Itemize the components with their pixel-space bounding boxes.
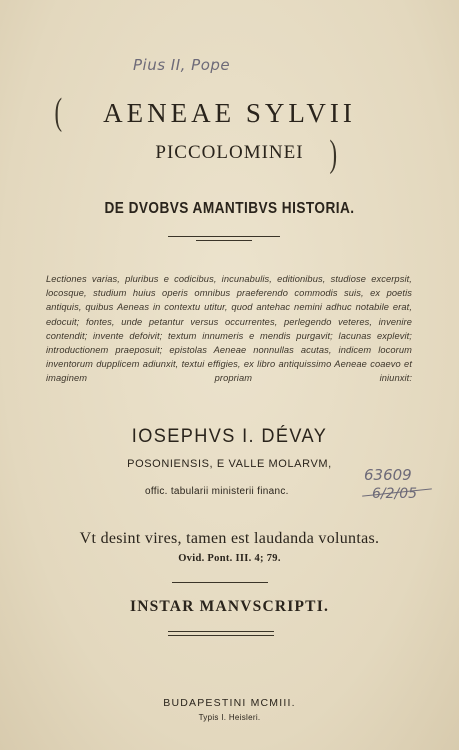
title-line-1: AENEAE SYLVII — [103, 98, 356, 128]
epigraph-citation: Ovid. Pont. III. 4; 79. — [178, 553, 281, 564]
handwritten-catalog-note: Pius II, Pope — [133, 56, 231, 74]
handwritten-open-paren: ( — [54, 91, 63, 133]
author-office: offic. tabularii ministerii financ. — [145, 486, 289, 497]
epigraph-motto: Vt desint vires, tamen est laudanda voluntas. — [79, 530, 380, 547]
handwritten-close-paren: ) — [329, 133, 338, 175]
description-paragraph: Lectiones varias, pluribus e codicibus, incunabulis, editionibus, studiose excerpsit, locosque, studium huius operis omnibus praeferendo commodis suis, ex poetis antiquis, quibus Aeneas in contextu utitur, quod antehac nemini adhuc notabile erat, edocuit; fontes, unde petantur versus occurrentes, perlegendo veteres, invenire contendit; invente defoivit; textum innumeris e mendis purgavit; lacunas explevit; introductionem praeposuit; epistolas Aeneae nonnullas acutas, indicem locorum inventorum dupplicem adiunxit, textui effigies, ex libro antiquissimo Aeneae coaevo et imaginem propriam iniunxit: — [46, 274, 412, 384]
handwritten-accession-number: 63609 — [364, 466, 412, 484]
divider-rule-double-bottom — [168, 635, 274, 636]
handwritten-accession-date: 6/2/05 — [372, 486, 418, 502]
divider-rule — [168, 236, 280, 237]
author-origin: POSONIENSIS, E VALLE MOLARVM, — [127, 458, 332, 470]
title-line-3: DE DVOBVS AMANTIBVS HISTORIA. — [104, 200, 355, 217]
author-name: IOSEPHVS I. DÉVAY — [131, 425, 328, 447]
title-line-2: PICCOLOMINEI — [155, 142, 304, 163]
divider-rule-short — [196, 240, 252, 241]
imprint-city-year: BUDAPESTINI MCMIII. — [163, 697, 296, 709]
divider-rule-double-top — [168, 631, 274, 632]
divider-rule-epigraph — [172, 582, 268, 583]
manuscript-note: INSTAR MANVSCRIPTI. — [129, 598, 330, 615]
imprint-printer: Typis I. Heisleri. — [198, 713, 261, 722]
